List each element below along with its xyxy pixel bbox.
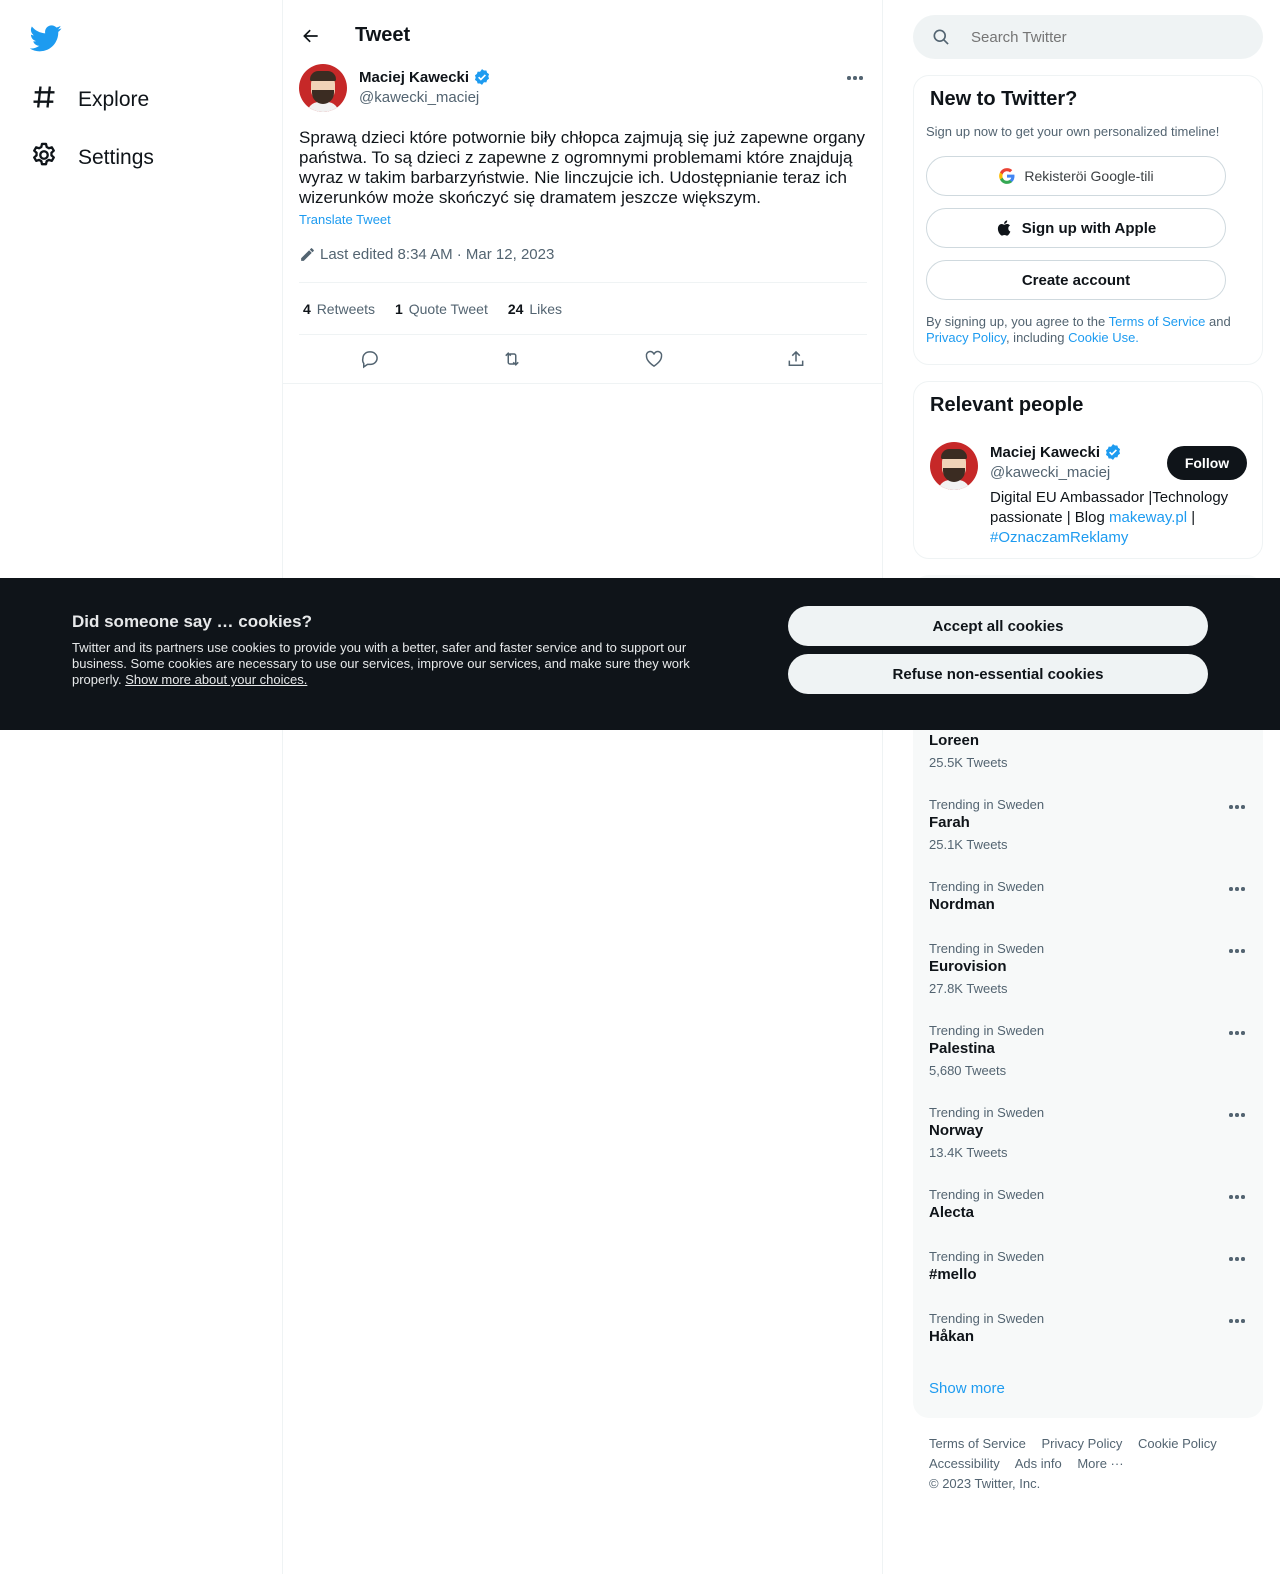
- more-dots-icon: [847, 76, 863, 80]
- quotes-label: Quote Tweet: [408, 300, 488, 317]
- avatar[interactable]: [299, 64, 347, 112]
- tweet-more-button[interactable]: [843, 68, 867, 88]
- nav-explore[interactable]: [30, 83, 149, 117]
- arrow-left-icon: [301, 26, 321, 46]
- search-box[interactable]: [913, 15, 1263, 59]
- cookie-use-link[interactable]: Cookie Use.: [1068, 330, 1139, 345]
- verified-badge-icon: [473, 68, 491, 86]
- divider: [283, 383, 883, 384]
- gear-icon: [30, 141, 58, 175]
- bio-link[interactable]: makeway.pl: [1108, 509, 1188, 526]
- tweet-author[interactable]: [359, 68, 491, 106]
- cookie-body: Twitter and its partners use cookies to provide you with a better, safer and faster service and to support our business. Some cookies are necessary to use our services, improve our services, and make sure they work properly.: [72, 640, 690, 687]
- trend-context: Trending in Sweden: [929, 1311, 1045, 1326]
- trend-context: Trending in Sweden: [929, 1023, 1045, 1038]
- apple-signup-button[interactable]: [926, 208, 1226, 248]
- likes-count: 24: [507, 300, 524, 317]
- apple-signup-label: Sign up with Apple: [1021, 219, 1157, 237]
- trend-item[interactable]: [913, 797, 1263, 877]
- retweet-button[interactable]: [492, 339, 532, 379]
- trend-name: Nordman: [929, 896, 995, 913]
- search-icon: [931, 27, 951, 47]
- follow-button[interactable]: Follow: [1167, 446, 1247, 480]
- trend-more-button[interactable]: [1227, 801, 1247, 813]
- author-name[interactable]: Maciej Kawecki: [359, 68, 470, 86]
- more-dots-icon: [1229, 1195, 1245, 1199]
- terms-link[interactable]: Terms of Service: [1108, 314, 1206, 329]
- signup-legal: [926, 314, 1256, 346]
- trend-name: Eurovision: [929, 958, 1007, 975]
- quotes-count: 1: [395, 300, 403, 317]
- more-dots-icon: [1229, 1113, 1245, 1117]
- nav-settings[interactable]: [30, 141, 154, 175]
- trend-more-button[interactable]: [1227, 883, 1247, 895]
- reply-icon: [360, 349, 380, 369]
- retweets-label: Retweets: [316, 300, 376, 317]
- trend-item[interactable]: [913, 1311, 1263, 1391]
- like-button[interactable]: [634, 339, 674, 379]
- trend-item[interactable]: [913, 1105, 1263, 1185]
- tweet-actions: [299, 335, 867, 383]
- likes-stat[interactable]: [508, 301, 562, 317]
- trend-name: Norway: [929, 1122, 984, 1139]
- footer-ads-link[interactable]: Ads info: [1014, 1456, 1062, 1471]
- retweets-stat[interactable]: [303, 301, 375, 317]
- left-nav: [0, 0, 283, 1574]
- footer-more-link[interactable]: More ···: [1077, 1456, 1124, 1471]
- trend-more-button[interactable]: [1227, 1109, 1247, 1121]
- footer-cookie-link[interactable]: Cookie Policy: [1137, 1436, 1217, 1451]
- refuse-cookies-button[interactable]: Refuse non-essential cookies: [788, 654, 1208, 694]
- trend-context: Trending in Sweden: [929, 1249, 1045, 1264]
- show-more-link[interactable]: Show more: [929, 1380, 1005, 1397]
- trend-context: Trending in Sweden: [929, 1187, 1045, 1202]
- footer: [929, 1434, 1249, 1494]
- bio-separator: |: [1187, 509, 1196, 526]
- trend-count: 27.8K Tweets: [929, 981, 1008, 996]
- nav-settings-label: Settings: [78, 146, 154, 169]
- trend-name: Farah: [929, 814, 970, 831]
- cookie-text: [72, 640, 712, 688]
- trend-more-button[interactable]: [1227, 1191, 1247, 1203]
- search-input[interactable]: [971, 29, 1231, 46]
- trend-name: Håkan: [929, 1328, 975, 1345]
- tweet-stats: [299, 282, 867, 335]
- trend-context: Trending in Sweden: [929, 797, 1045, 812]
- trend-more-button[interactable]: [1227, 1027, 1247, 1039]
- share-icon: [786, 349, 806, 369]
- footer-privacy-link[interactable]: Privacy Policy: [1041, 1436, 1123, 1451]
- nav-explore-label: Explore: [78, 88, 150, 111]
- quotes-stat[interactable]: [395, 301, 488, 317]
- trend-name: Palestina: [929, 1040, 995, 1057]
- trend-item[interactable]: [913, 941, 1263, 1021]
- person-bio: [990, 488, 1250, 548]
- main-column: [283, 0, 883, 1574]
- heart-icon: [644, 349, 664, 369]
- footer-terms-link[interactable]: Terms of Service: [929, 1436, 1026, 1451]
- legal-including: , including: [1005, 330, 1069, 345]
- trend-item[interactable]: [913, 1023, 1263, 1103]
- trend-more-button[interactable]: [1227, 945, 1247, 957]
- retweet-icon: [502, 349, 522, 369]
- cookie-choices-link[interactable]: Show more about your choices.: [125, 672, 308, 687]
- trend-count: 25.1K Tweets: [929, 837, 1008, 852]
- trend-name: #mello: [929, 1266, 977, 1283]
- back-button[interactable]: [297, 22, 325, 50]
- hashtag-icon: [30, 83, 58, 117]
- verified-badge-icon: [1104, 443, 1122, 461]
- tweet-text: Sprawą dzieci które potwornie biły chłopca zajmują się już zapewne organy państwa. To są dzieci z zapewne z ogromnymi problemami które znajdują wyraz w takim barbarzyństwie. Nie linczujcie ich. Udostępnianie teraz ich wizerunków może skończyć się dramatem jeszcze większym.: [299, 128, 866, 207]
- page-header: [283, 0, 883, 70]
- likes-label: Likes: [529, 300, 563, 317]
- trend-context: Trending in Sweden: [929, 941, 1045, 956]
- create-account-label: Create account: [1021, 271, 1131, 289]
- pencil-icon: [299, 246, 316, 263]
- copyright: © 2023 Twitter, Inc.: [929, 1476, 1041, 1491]
- avatar[interactable]: [930, 442, 978, 490]
- accept-cookies-button[interactable]: Accept all cookies: [788, 606, 1208, 646]
- legal-and: and: [1205, 314, 1231, 329]
- bio-text: Digital EU Ambassador |Technology passionate | Blog: [990, 489, 1229, 526]
- privacy-link[interactable]: Privacy Policy: [926, 330, 1006, 345]
- trend-count: 25.5K Tweets: [929, 755, 1008, 770]
- page-title: Tweet: [355, 24, 411, 46]
- google-signup-button[interactable]: [926, 156, 1226, 196]
- trend-name: Loreen: [929, 732, 980, 749]
- trend-name: Alecta: [929, 1204, 975, 1221]
- cookie-title: Did someone say … cookies?: [72, 612, 312, 631]
- translate-tweet-link[interactable]: Translate Tweet: [299, 212, 391, 227]
- more-dots-icon: [1229, 1257, 1245, 1261]
- more-dots-icon: [1229, 1319, 1245, 1323]
- relevant-title: Relevant people: [930, 394, 1084, 416]
- cookie-banner: [0, 578, 1280, 730]
- more-dots-icon: [1229, 887, 1245, 891]
- trend-context: Trending in Sweden: [929, 879, 1045, 894]
- trend-count: 5,680 Tweets: [929, 1063, 1007, 1078]
- twitter-logo-icon[interactable]: [30, 22, 62, 54]
- tweet-header: [299, 64, 867, 112]
- relevant-people-panel: [913, 381, 1263, 559]
- share-button[interactable]: [776, 339, 816, 379]
- signup-panel: [913, 75, 1263, 365]
- person-handle[interactable]: @kawecki_maciej: [990, 464, 1111, 481]
- person-name-label: Maciej Kawecki: [990, 443, 1101, 461]
- person-name[interactable]: [990, 443, 1122, 461]
- apple-icon: [996, 219, 1014, 237]
- retweets-count: 4: [303, 300, 311, 317]
- bio-hashtag[interactable]: #OznaczamReklamy: [990, 529, 1129, 546]
- author-handle[interactable]: @kawecki_maciej: [359, 89, 480, 106]
- reply-button[interactable]: [350, 339, 390, 379]
- last-edited[interactable]: [299, 246, 554, 263]
- last-edited-label: Last edited 8:34 AM · Mar 12, 2023: [320, 246, 555, 263]
- google-signup-label: Rekisteröi Google-tili: [1024, 168, 1154, 184]
- create-account-button[interactable]: [926, 260, 1226, 300]
- footer-accessibility-link[interactable]: Accessibility: [929, 1456, 1000, 1471]
- more-dots-icon: [1229, 949, 1245, 953]
- trend-more-button[interactable]: [1227, 1315, 1247, 1327]
- trend-more-button[interactable]: [1227, 1253, 1247, 1265]
- more-dots-icon: [1229, 1031, 1245, 1035]
- trend-context: Trending in Sweden: [929, 1105, 1045, 1120]
- signup-title: New to Twitter?: [930, 88, 1078, 110]
- legal-prefix: By signing up, you agree to the: [926, 314, 1109, 329]
- google-icon: [998, 167, 1016, 185]
- signup-subtitle: Sign up now to get your own personalized timeline!: [926, 124, 1220, 139]
- trend-count: 13.4K Tweets: [929, 1145, 1008, 1160]
- more-dots-icon: [1229, 805, 1245, 809]
